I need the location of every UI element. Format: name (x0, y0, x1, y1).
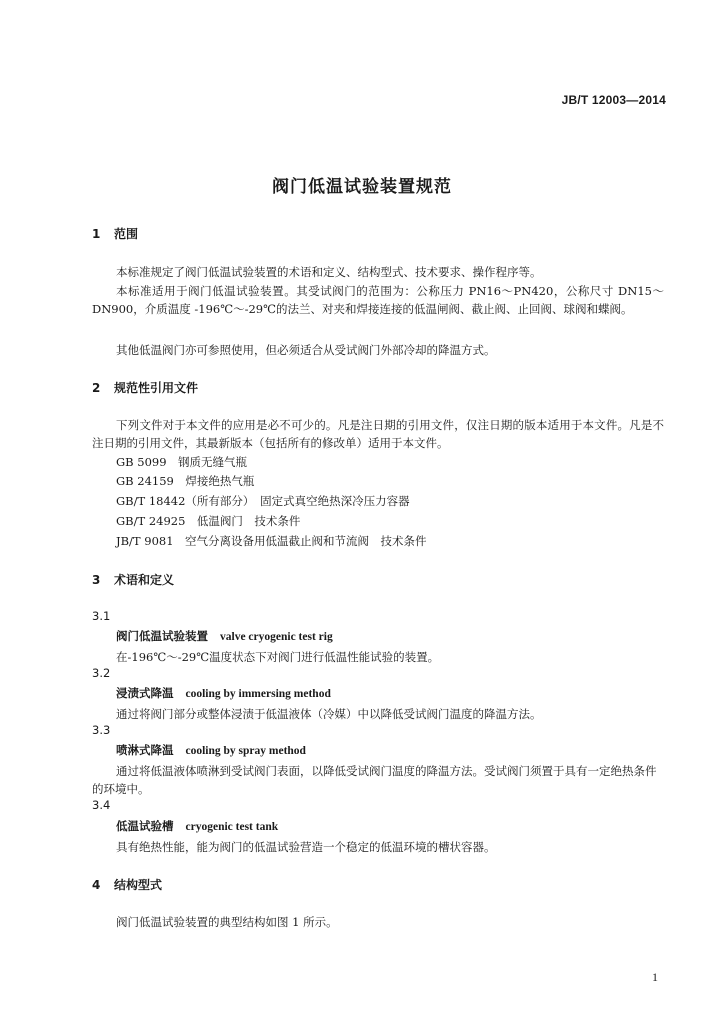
term-definition: 具有绝热性能，能为阀门的低温试验营造一个稳定的低温环境的槽状容器。 (116, 840, 496, 854)
section-number: 1 (92, 227, 101, 241)
section-2-heading (92, 379, 198, 396)
scope-paragraph-2: 本标准适用于阀门低温试验装置。其受试阀门的范围为：公称压力 PN16～PN420，公称尺寸 DN15～DN900，介质温度 -196℃～-29℃的法兰、对夹和焊接连接的低温闸阀、截止阀、止回阀、球阀和蝶阀。 (92, 284, 664, 316)
references-intro: 下列文件对于本文件的应用是必不可少的。凡是注日期的引用文件，仅注日期的版本适用于本文件。凡是不注日期的引用文件，其最新版本（包括所有的修改单）适用于本文件。 (92, 418, 664, 450)
standard-code: JB/T 12003—2014 (561, 93, 666, 107)
section-title: 范围 (114, 227, 139, 241)
term-title (116, 818, 278, 834)
term-title (116, 628, 333, 644)
term-number: 3.3 (92, 723, 111, 737)
reference-item: GB/T 24925 低温阀门 技术条件 (116, 514, 301, 528)
section-3-heading (92, 571, 174, 588)
structure-paragraph: 阀门低温试验装置的典型结构如图 1 所示。 (116, 915, 338, 929)
term-number: 3.4 (92, 798, 111, 812)
page-number: 1 (652, 970, 658, 984)
term-number: 3.1 (92, 609, 111, 623)
section-number: 3 (92, 573, 101, 587)
term-chinese: 低温试验槽 (116, 819, 174, 833)
term-english: cooling by immersing method (185, 688, 331, 700)
term-definition: 在-196℃～-29℃温度状态下对阀门进行低温性能试验的装置。 (116, 650, 440, 664)
term-english: valve cryogenic test rig (220, 631, 333, 643)
section-number: 4 (92, 878, 101, 892)
reference-item: JB/T 9081 空气分离设备用低温截止阀和节流阀 技术条件 (116, 534, 427, 548)
reference-item: GB/T 18442（所有部分） 固定式真空绝热深冷压力容器 (116, 494, 410, 508)
term-english: cryogenic test tank (185, 821, 279, 833)
section-title: 术语和定义 (114, 573, 175, 587)
term-chinese: 喷淋式降温 (116, 743, 174, 757)
scope-paragraph-1: 本标准规定了阀门低温试验装置的术语和定义、结构型式、技术要求、操作程序等。 (116, 265, 542, 279)
term-definition: 通过将阀门部分或整体浸渍于低温液体（冷媒）中以降低受试阀门温度的降温方法。 (116, 707, 542, 721)
term-title (116, 742, 306, 758)
document-title: 阀门低温试验装置规范 (272, 177, 452, 197)
term-definition: 通过将低温液体喷淋到受试阀门表面，以降低受试阀门温度的降温方法。受试阀门须置于具有一定绝热条件的环境中。 (92, 764, 657, 796)
term-chinese: 浸渍式降温 (116, 686, 174, 700)
term-title (116, 685, 331, 701)
section-4-heading (92, 876, 162, 893)
section-title: 规范性引用文件 (114, 381, 199, 395)
reference-item: GB 5099 钢质无缝气瓶 (116, 455, 248, 469)
reference-item: GB 24159 焊接绝热气瓶 (116, 474, 255, 488)
term-chinese: 阀门低温试验装置 (116, 629, 208, 643)
section-1-heading (92, 225, 138, 242)
scope-paragraph-3: 其他低温阀门亦可参照使用，但必须适合从受试阀门外部冷却的降温方式。 (116, 343, 496, 357)
section-title: 结构型式 (114, 878, 163, 892)
section-number: 2 (92, 381, 101, 395)
term-english: cooling by spray method (185, 745, 306, 757)
term-number: 3.2 (92, 666, 111, 680)
